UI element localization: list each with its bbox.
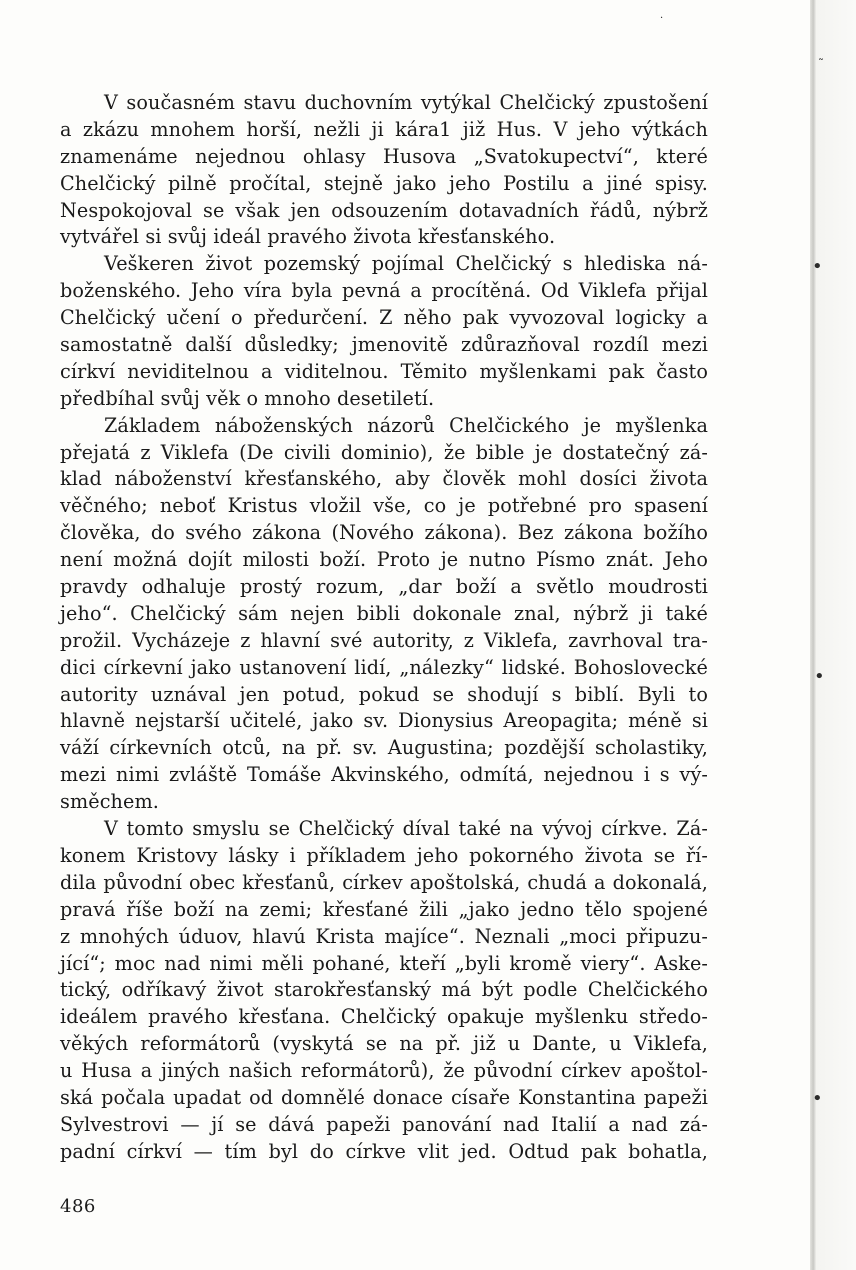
text-line: prožil. Vycházeje z hlavní své autority, z Viklefa, zavrhoval tra- xyxy=(60,628,708,652)
text-line: přejatá z Viklefa (De civili dominio), že bible je dostatečný zá- xyxy=(60,440,708,464)
text-line: konem Kristovy lásky i příkladem jeho pokorného života se ří- xyxy=(60,843,708,867)
text-line: padní církví — tím byl do církve vlit jed. Odtud pak bohatla, xyxy=(60,1139,708,1163)
scan-speck: ˜ xyxy=(818,57,824,71)
text-line: jící“; moc nad nimi měli pohané, kteří „byli kromě viery“. Aske- xyxy=(60,951,708,975)
text-line: církví neviditelnou a viditelnou. Těmito myšlenkami pak často xyxy=(60,359,708,383)
text-line: Nespokojoval se však jen odsouzením dotavadních řádů, nýbrž xyxy=(60,198,708,222)
text-line: pravá říše boží na zemi; křesťané žili „jako jedno tělo spojené xyxy=(60,897,708,921)
text-line: věčného; neboť Kristus vložil vše, co je potřebné pro spasení xyxy=(60,494,708,518)
text-line: V současném stavu duchovním vytýkal Chelčický zpustošení xyxy=(104,91,708,114)
text-line: pravdy odhaluje prostý rozum, „dar boží a světlo moudrosti xyxy=(60,575,708,599)
text-line: boženského. Jeho víra byla pevná a procítěná. Od Viklefa přijal xyxy=(60,279,708,303)
text-line: člověka, do svého zákona (Nového zákona). Bez zákona božího xyxy=(60,521,708,545)
text-line: autority uznával jen potud, pokud se shodují s biblí. Byli to xyxy=(60,682,708,706)
scan-speck: • xyxy=(812,1088,823,1109)
text-line: klad náboženství křesťanského, aby člověk mohl dosíci života xyxy=(60,467,708,491)
text-line: V tomto smyslu se Chelčický díval také na vývoj církve. Zá- xyxy=(104,817,708,841)
text-line: u Husa a jiných našich reformátorů), že původní církev apoštol- xyxy=(60,1059,708,1083)
text-line: věkých reformátorů (vyskytá se na př. již u Dante, u Viklefa, xyxy=(60,1032,708,1056)
text-line: dila původní obec křesťanů, církev apoštolská, chudá a dokonalá, xyxy=(60,870,708,894)
scan-speck: · xyxy=(660,13,664,24)
scan-speck: • xyxy=(814,666,825,687)
text-line: váží církevních otců, na př. sv. Augustina; pozdější scholastiky, xyxy=(60,736,708,760)
body-text xyxy=(60,90,708,1166)
text-line: znamenáme nejednou ohlasy Husova „Svatokupectví“, které xyxy=(60,144,708,168)
text-line: ská počala upadat od domnělé donace císaře Konstantina papeži xyxy=(60,1085,708,1109)
text-line: samostatně další důsledky; jmenovitě zdůrazňoval rozdíl mezi xyxy=(60,333,708,357)
text-line: dici církevní jako ustanovení lidí, „nálezky“ lidské. Bohoslovecké xyxy=(60,655,708,679)
text-line: Veškeren život pozemský pojímal Chelčický s hlediska ná- xyxy=(104,252,708,276)
text-line: jeho“. Chelčický sám nejen bibli dokonale znal, nýbrž ji také xyxy=(60,601,708,625)
text-line: z mnohých úduov, hlavú Krista majíce“. Neznali „moci připuzu- xyxy=(60,924,708,948)
page-gutter-shadow xyxy=(816,0,856,1270)
page-number: 486 xyxy=(60,1196,96,1217)
text-line: není možná dojít milosti boží. Proto je nutno Písmo znát. Jeho xyxy=(60,548,708,572)
text-line: a zkázu mnohem horší, nežli ji kára1 již Hus. V jeho výtkách xyxy=(60,117,708,141)
text-line: směchem. xyxy=(60,790,159,814)
text-line: hlavně nejstarší učitelé, jako sv. Dionysius Areopagita; méně si xyxy=(60,709,708,733)
text-line: Sylvestrovi — jí se dává papeži panování nad Italií a nad zá- xyxy=(60,1112,708,1136)
text-line: tický, odříkavý život starokřesťanský má být podle Chelčického xyxy=(60,978,708,1002)
text-line: předbíhal svůj věk o mnoho desetiletí. xyxy=(60,386,435,410)
text-line: vytvářel si svůj ideál pravého života křesťanského. xyxy=(60,225,556,249)
text-line: Chelčický pilně pročítal, stejně jako jeho Postilu a jiné spisy. xyxy=(60,171,708,195)
text-line: mezi nimi zvláště Tomáše Akvinského, odmítá, nejednou i s vý- xyxy=(60,763,708,787)
text-line: Základem náboženských názorů Chelčického je myšlenka xyxy=(104,413,708,437)
page-gutter xyxy=(810,0,816,1270)
scan-speck: • xyxy=(812,256,823,277)
text-line: Chelčický učení o předurčení. Z něho pak vyvozoval logicky a xyxy=(60,306,708,330)
text-line: ideálem pravého křesťana. Chelčický opakuje myšlenku středo- xyxy=(60,1005,708,1029)
